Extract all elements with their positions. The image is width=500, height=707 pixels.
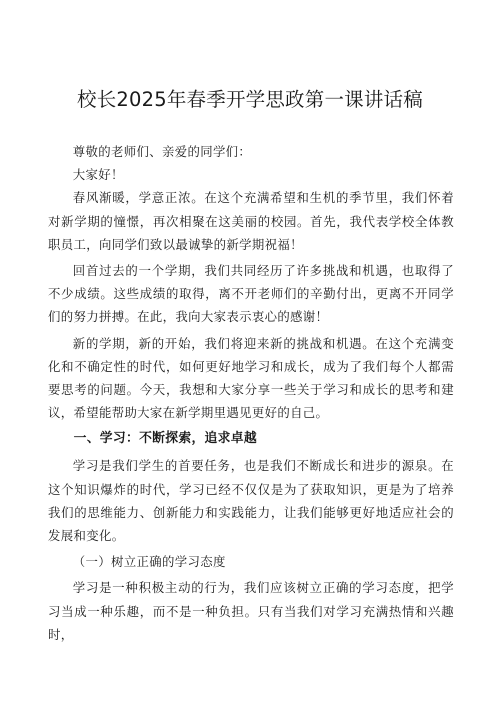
subsection-1-heading: （一）树立正确的学习态度 [72,554,226,570]
paragraph-3: 新的学期，新的开始，我们将迎来新的挑战和机遇。在这个充满变化和不确定性的时代，如何更好地学习和成长，成为了我们每个人都需要思考的问题。今天，我想和大家分享一些关于学习和成长的思考和建议，希望能帮助大家在新学期里遇见更好的自己。 [48,335,454,421]
salutation: 尊敬的老师们、亲爱的同学们： [72,144,252,159]
section-1-paragraph: 学习是我们学生的首要任务，也是我们不断成长和进步的源泉。在这个知识爆炸的时代，学习已经不仅仅是为了获取知识，更是为了培养我们的思维能力、创新能力和实践能力，让我们能够更好地适应社会的发展和变化。 [48,458,454,544]
subsection-1-paragraph: 学习是一种积极主动的行为，我们应该树立正确的学习态度，把学习当成一种乐趣，而不是一种负担。只有当我们对学习充满热情和兴趣时， [48,580,454,642]
paragraph-1: 春风渐暖，学意正浓。在这个充满希望和生机的季节里，我们怀着对新学期的憧憬，再次相聚在这美丽的校园。首先，我代表学校全体教职员工，向同学们致以最诚挚的新学期祝福！ [48,190,454,252]
document-title: 校长2025年春季开学思政第一课讲话稿 [77,88,423,111]
document-body [48,140,454,646]
greeting: 大家好！ [72,167,124,183]
paragraph-2: 回首过去的一个学期，我们共同经历了许多挑战和机遇，也取得了不少成绩。这些成绩的取得，离不开老师们的辛勤付出，更离不开同学们的努力拼搏。在此，我向大家表示衷心的感谢！ [48,263,454,325]
section-1-heading: 一、学习：不断探索，追求卓越 [73,431,257,447]
